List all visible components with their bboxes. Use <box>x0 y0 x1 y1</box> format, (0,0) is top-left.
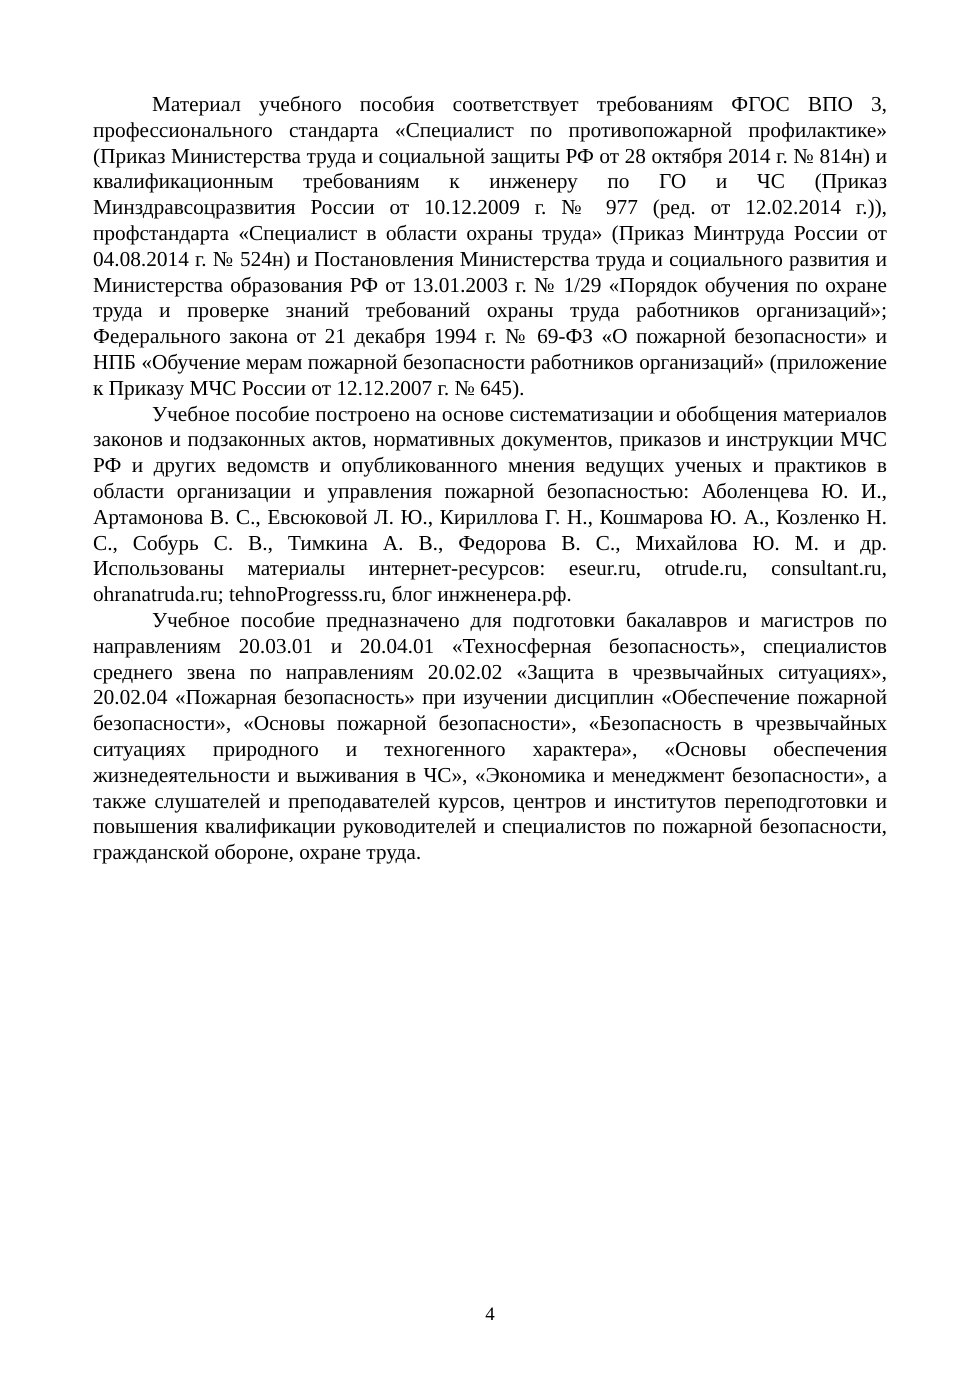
paragraph-audience: Учебное пособие предназначено для подготовки бакалавров и магистров по направлениям 20.03.01 и 20.04.01 «Техносферная безопасность», специалистов среднего звена по направлениям 20.02.02 «Защита в чрезвычайных ситуациях», 20.02.04 «Пожарная безопасность» при изучении дисциплин «Обеспечение пожарной безопасности», «Основы пожарной безопасности», «Безопасность в чрезвычайных ситуациях природного и техногенного характера», «Основы обеспечения жизнедеятельности и выживания в ЧС», «Экономика и менеджмент безопасности», а также слушателей и преподавателей курсов, центров и институтов переподготовки и повышения квалификации руководителей и специалистов по пожарной безопасности, гражданской обороне, охране труда. <box>93 607 887 865</box>
page-number: 4 <box>485 1304 495 1325</box>
body-text <box>93 92 887 866</box>
paragraph-sources: Учебное пособие построено на основе систематизации и обобщения материалов законов и подзаконных актов, нормативных документов, приказов и инструкции МЧС РФ и других ведомств и опубликованного мнения ведущих ученых и практиков в области организации и управления пожарной безопасностью: Аболенцева Ю. И., Артамонова В. С., Евсюковой Л. Ю., Кириллова Г. Н., Кошмарова Ю. А., Козленко Н. С., Собурь С. В., Тимкина А. В., Федорова В. С., Михайлова Ю. М. и др. Использованы материалы интернет-ресурсов: eseur.ru, otrude.ru, consultant.ru, ohranatruda.ru; tehnoProgresss.ru, блог инжненера.рф. <box>93 401 887 607</box>
paragraph-standards: Материал учебного пособия соответствует требованиям ФГОС ВПО 3, профессионального стандарта «Специалист по противопожарной профилактике» (Приказ Министерства труда и социальной защиты РФ от 28 октября 2014 г. № 814н) и квалификационным требованиям к инженеру по ГО и ЧС (Приказ Минздравсоцразвития России от 10.12.2009 г. № 977 (ред. от 12.02.2014 г.)), профстандарта «Специалист в области охраны труда» (Приказ Минтруда России от 04.08.2014 г. № 524н) и Постановления Министерства труда и социального развития и Министерства образования РФ от 13.01.2003 г. № 1/29 «Порядок обучения по охране труда и проверке знаний требований охраны труда работников организаций»; Федерального закона от 21 декабря 1994 г. № 69-ФЗ «О пожарной безопасности» и НПБ «Обучение мерам пожарной безопасности работников организаций» (приложение к Приказу МЧС России от 12.12.2007 г. № 645). <box>93 92 887 400</box>
